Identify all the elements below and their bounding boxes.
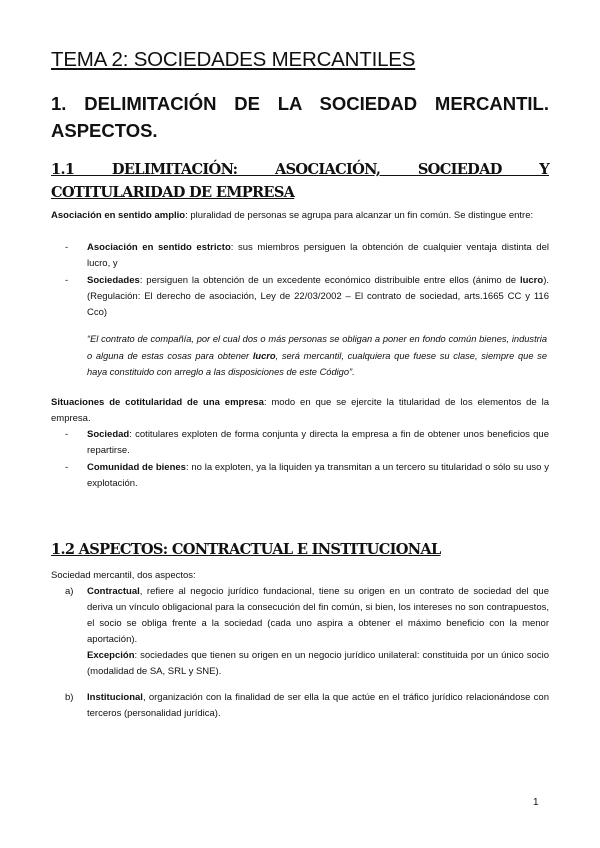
section-1-heading: 1. DELIMITACIÓN DE LA SOCIEDAD MERCANTIL. ASPECTOS. bbox=[51, 93, 549, 141]
asociacion-paragraph bbox=[51, 208, 549, 224]
list-item-term-lucro: lucro bbox=[519, 275, 544, 286]
page-number: 1 bbox=[533, 797, 539, 808]
list-item-text bbox=[87, 584, 549, 648]
list-item-body: , organización con la finalidad de ser ella la que actúe en el tráfico jurídico relacionándose con terceros (personalidad jurídica). bbox=[87, 692, 549, 719]
list-item-body: : no la exploten, ya la liquiden ya transmitan a un tercero su titularidad o sólo su uso y explotación. bbox=[87, 462, 549, 489]
list-item-body: : cotitulares exploten de forma conjunta y directa la empresa a fin de obtener unos beneficios que repartirse. bbox=[87, 429, 549, 456]
cotitularidad-paragraph bbox=[51, 395, 549, 427]
list-marker: - bbox=[65, 462, 69, 473]
list-marker: - bbox=[65, 429, 69, 440]
list-item-term: Sociedades bbox=[87, 275, 140, 286]
list-item-body-2: ). (Regulación: El derecho de asociación, Ley de 22/03/2002 – El contrato de sociedad, arts.1665 CC y 116 Cco) bbox=[87, 275, 549, 318]
code-quote bbox=[87, 331, 547, 381]
list-item-term: Comunidad de bienes bbox=[87, 462, 186, 473]
list-item-text bbox=[87, 690, 549, 722]
exception-text bbox=[87, 648, 549, 680]
list-item-text bbox=[87, 240, 549, 272]
list-item-term: Contractual bbox=[87, 586, 140, 597]
list-marker: - bbox=[65, 275, 69, 286]
exception-term: Excepción bbox=[87, 650, 135, 661]
cotitularidad-text: : modo en que se ejercite la titularidad de los elementos de la empresa. bbox=[51, 397, 549, 424]
section-1-2-heading: 1.2 ASPECTOS: CONTRACTUAL E INSTITUCIONAL bbox=[51, 541, 441, 558]
section-1-1-heading: 1.1 DELIMITACIÓN: ASOCIACIÓN, SOCIEDAD Y COTITULARIDAD DE EMPRESA bbox=[51, 161, 549, 201]
list-item-body: : persiguen la obtención de un excedente económico distribuible entre ellos (ánimo de bbox=[139, 275, 520, 286]
cotitularidad-term: Situaciones de cotitularidad de una empresa bbox=[51, 397, 264, 408]
list-item-body: , refiere al negocio jurídico fundacional, tiene su origen en un contrato de sociedad del que deriva un vínculo obligacional para la consecución del fin común, si bien, los intereses no son contrapuestos, el socio se obliga frente a la sociedad (cada uno aspira a obtener el máximo beneficio con la menor aportación). bbox=[87, 586, 549, 645]
list-item-term: Sociedad bbox=[87, 429, 130, 440]
list-marker: b) bbox=[65, 692, 74, 703]
quote-text-2: , será mercantil, cualquiera que fuese su clase, siempre que se haya constituido con arreglo a las disposiciones de este Código”. bbox=[87, 350, 548, 377]
list-item-text bbox=[87, 460, 549, 492]
list-item-text bbox=[87, 427, 549, 459]
list-item-body: : sus miembros persiguen la obtención de cualquier ventaja distinta del lucro, y bbox=[87, 242, 549, 269]
list-item-term: Institucional bbox=[87, 692, 143, 703]
quote-bold-lucro: lucro bbox=[252, 350, 276, 361]
asociacion-text: : pluralidad de personas se agrupa para alcanzar un fin común. Se distingue entre: bbox=[185, 210, 534, 221]
document-title: TEMA 2: SOCIEDADES MERCANTILES bbox=[51, 48, 416, 71]
list-marker: a) bbox=[65, 586, 74, 597]
section-1-2-intro: Sociedad mercantil, dos aspectos: bbox=[51, 570, 196, 581]
quote-text-1: “El contrato de compañía, por el cual dos o más personas se obligan a poner en fondo común bienes, industria o alguna de estas cosas para obtener bbox=[87, 334, 547, 361]
asociacion-term: Asociación en sentido amplio bbox=[51, 210, 186, 221]
list-item-term: Asociación en sentido estricto bbox=[87, 242, 231, 253]
exception-body: : sociedades que tienen su origen en un negocio jurídico unilateral: constituida por un único socio (modalidad de SA, SRL y SNE). bbox=[87, 650, 549, 677]
list-marker: - bbox=[65, 242, 69, 253]
list-item-text bbox=[87, 273, 549, 321]
